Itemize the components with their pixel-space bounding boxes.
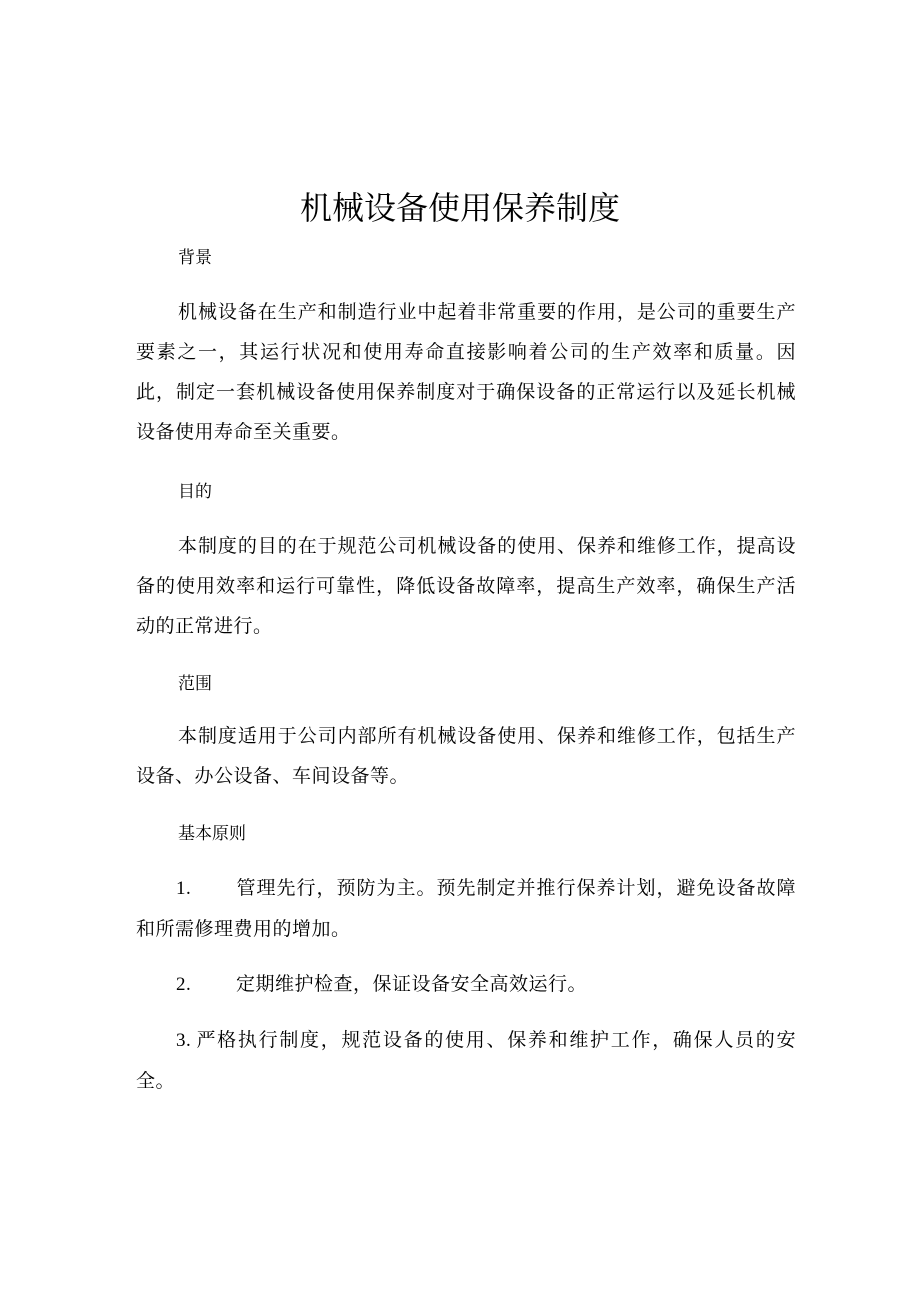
section-paragraph-purpose: 本制度的目的在于规范公司机械设备的使用、保养和维修工作，提高设备的使用效率和运行可靠性，降低设备故障率，提高生产效率，确保生产活动的正常进行。 (136, 535, 796, 637)
section-heading-scope: 范围 (178, 674, 212, 694)
principle-item (136, 868, 796, 949)
section-paragraph-scope: 本制度适用于公司内部所有机械设备使用、保养和维修工作，包括生产设备、办公设备、车间设备等。 (136, 725, 796, 787)
section-paragraph-background: 机械设备在生产和制造行业中起着非常重要的作用，是公司的重要生产要素之一，其运行状况和使用寿命直接影响着公司的生产效率和质量。因此，制定一套机械设备使用保养制度对于确保设备的正常运行以及延长机械设备使用寿命至关重要。 (136, 301, 796, 443)
principle-text: 管理先行，预防为主。预先制定并推行保养计划，避免设备故障和所需修理费用的增加。 (136, 877, 796, 940)
section-heading-principles: 基本原则 (178, 824, 246, 844)
principle-text: 定期维护检查，保证设备安全高效运行。 (236, 973, 588, 995)
principle-text: 严格执行制度，规范设备的使用、保养和维护工作，确保人员的安全。 (136, 1029, 796, 1092)
section-heading-background: 背景 (178, 248, 212, 268)
principle-item (136, 964, 796, 1005)
principle-number: 3. (176, 1030, 192, 1051)
section-heading-purpose: 目的 (178, 482, 212, 502)
principle-number: 2. (176, 974, 192, 995)
principle-number: 1. (176, 878, 192, 899)
principle-item (136, 1020, 796, 1101)
document-title: 机械设备使用保养制度 (299, 189, 620, 227)
